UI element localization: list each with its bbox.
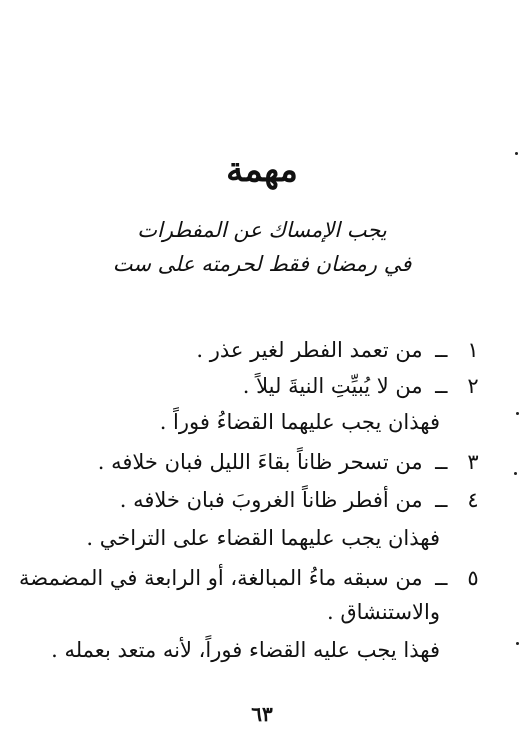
note-1: فهذان يجب عليهما القضاءُ فوراً . <box>159 410 440 434</box>
item-dash: ــ <box>435 488 448 512</box>
item-dash: ــ <box>435 338 448 362</box>
note-3: فهذا يجب عليه القضاء فوراً، لأنه متعد بعمله . <box>51 638 440 662</box>
item-dash: ــ <box>435 450 448 474</box>
scan-speck <box>515 152 518 155</box>
item-number: ٥ <box>467 566 479 590</box>
item-number: ٣ <box>467 450 479 474</box>
list-item-1 <box>196 338 486 362</box>
item-text: من أفطر ظاناً الغروبَ فبان خلافه . <box>119 488 423 512</box>
item-text: من تسحر ظاناً بقاءَ الليل فبان خلافه . <box>97 450 423 474</box>
list-item-3 <box>98 450 486 474</box>
list-item-5-continuation: والاستنشاق . <box>327 600 440 624</box>
item-dash: ــ <box>435 374 448 398</box>
scan-speck <box>516 412 519 415</box>
item-text: من تعمد الفطر لغير عذر . <box>196 338 423 362</box>
item-number: ٢ <box>467 374 479 398</box>
item-text: من سبقه ماءُ المبالغة، أو الرابعة في المضمضة <box>19 566 423 590</box>
list-item-2 <box>243 374 486 398</box>
note-2: فهذان يجب عليهما القضاء على التراخي . <box>86 526 440 550</box>
scan-speck <box>514 472 517 475</box>
subtitle-line-1: يجب الإمساك عن المفطرات <box>137 218 387 242</box>
scan-speck <box>516 642 519 645</box>
subtitle-line-2: في رمضان فقط لحرمته على ست <box>112 252 412 276</box>
list-item-5 <box>19 566 486 590</box>
item-text: من لا يُبيِّتِ النيةَ ليلاً . <box>242 374 423 398</box>
page-title: مهمة <box>226 150 298 190</box>
list-item-4 <box>120 488 486 512</box>
item-number: ١ <box>467 338 479 362</box>
item-dash: ــ <box>435 566 448 590</box>
item-number: ٤ <box>467 488 479 512</box>
page-number: ٦٣ <box>251 702 273 726</box>
